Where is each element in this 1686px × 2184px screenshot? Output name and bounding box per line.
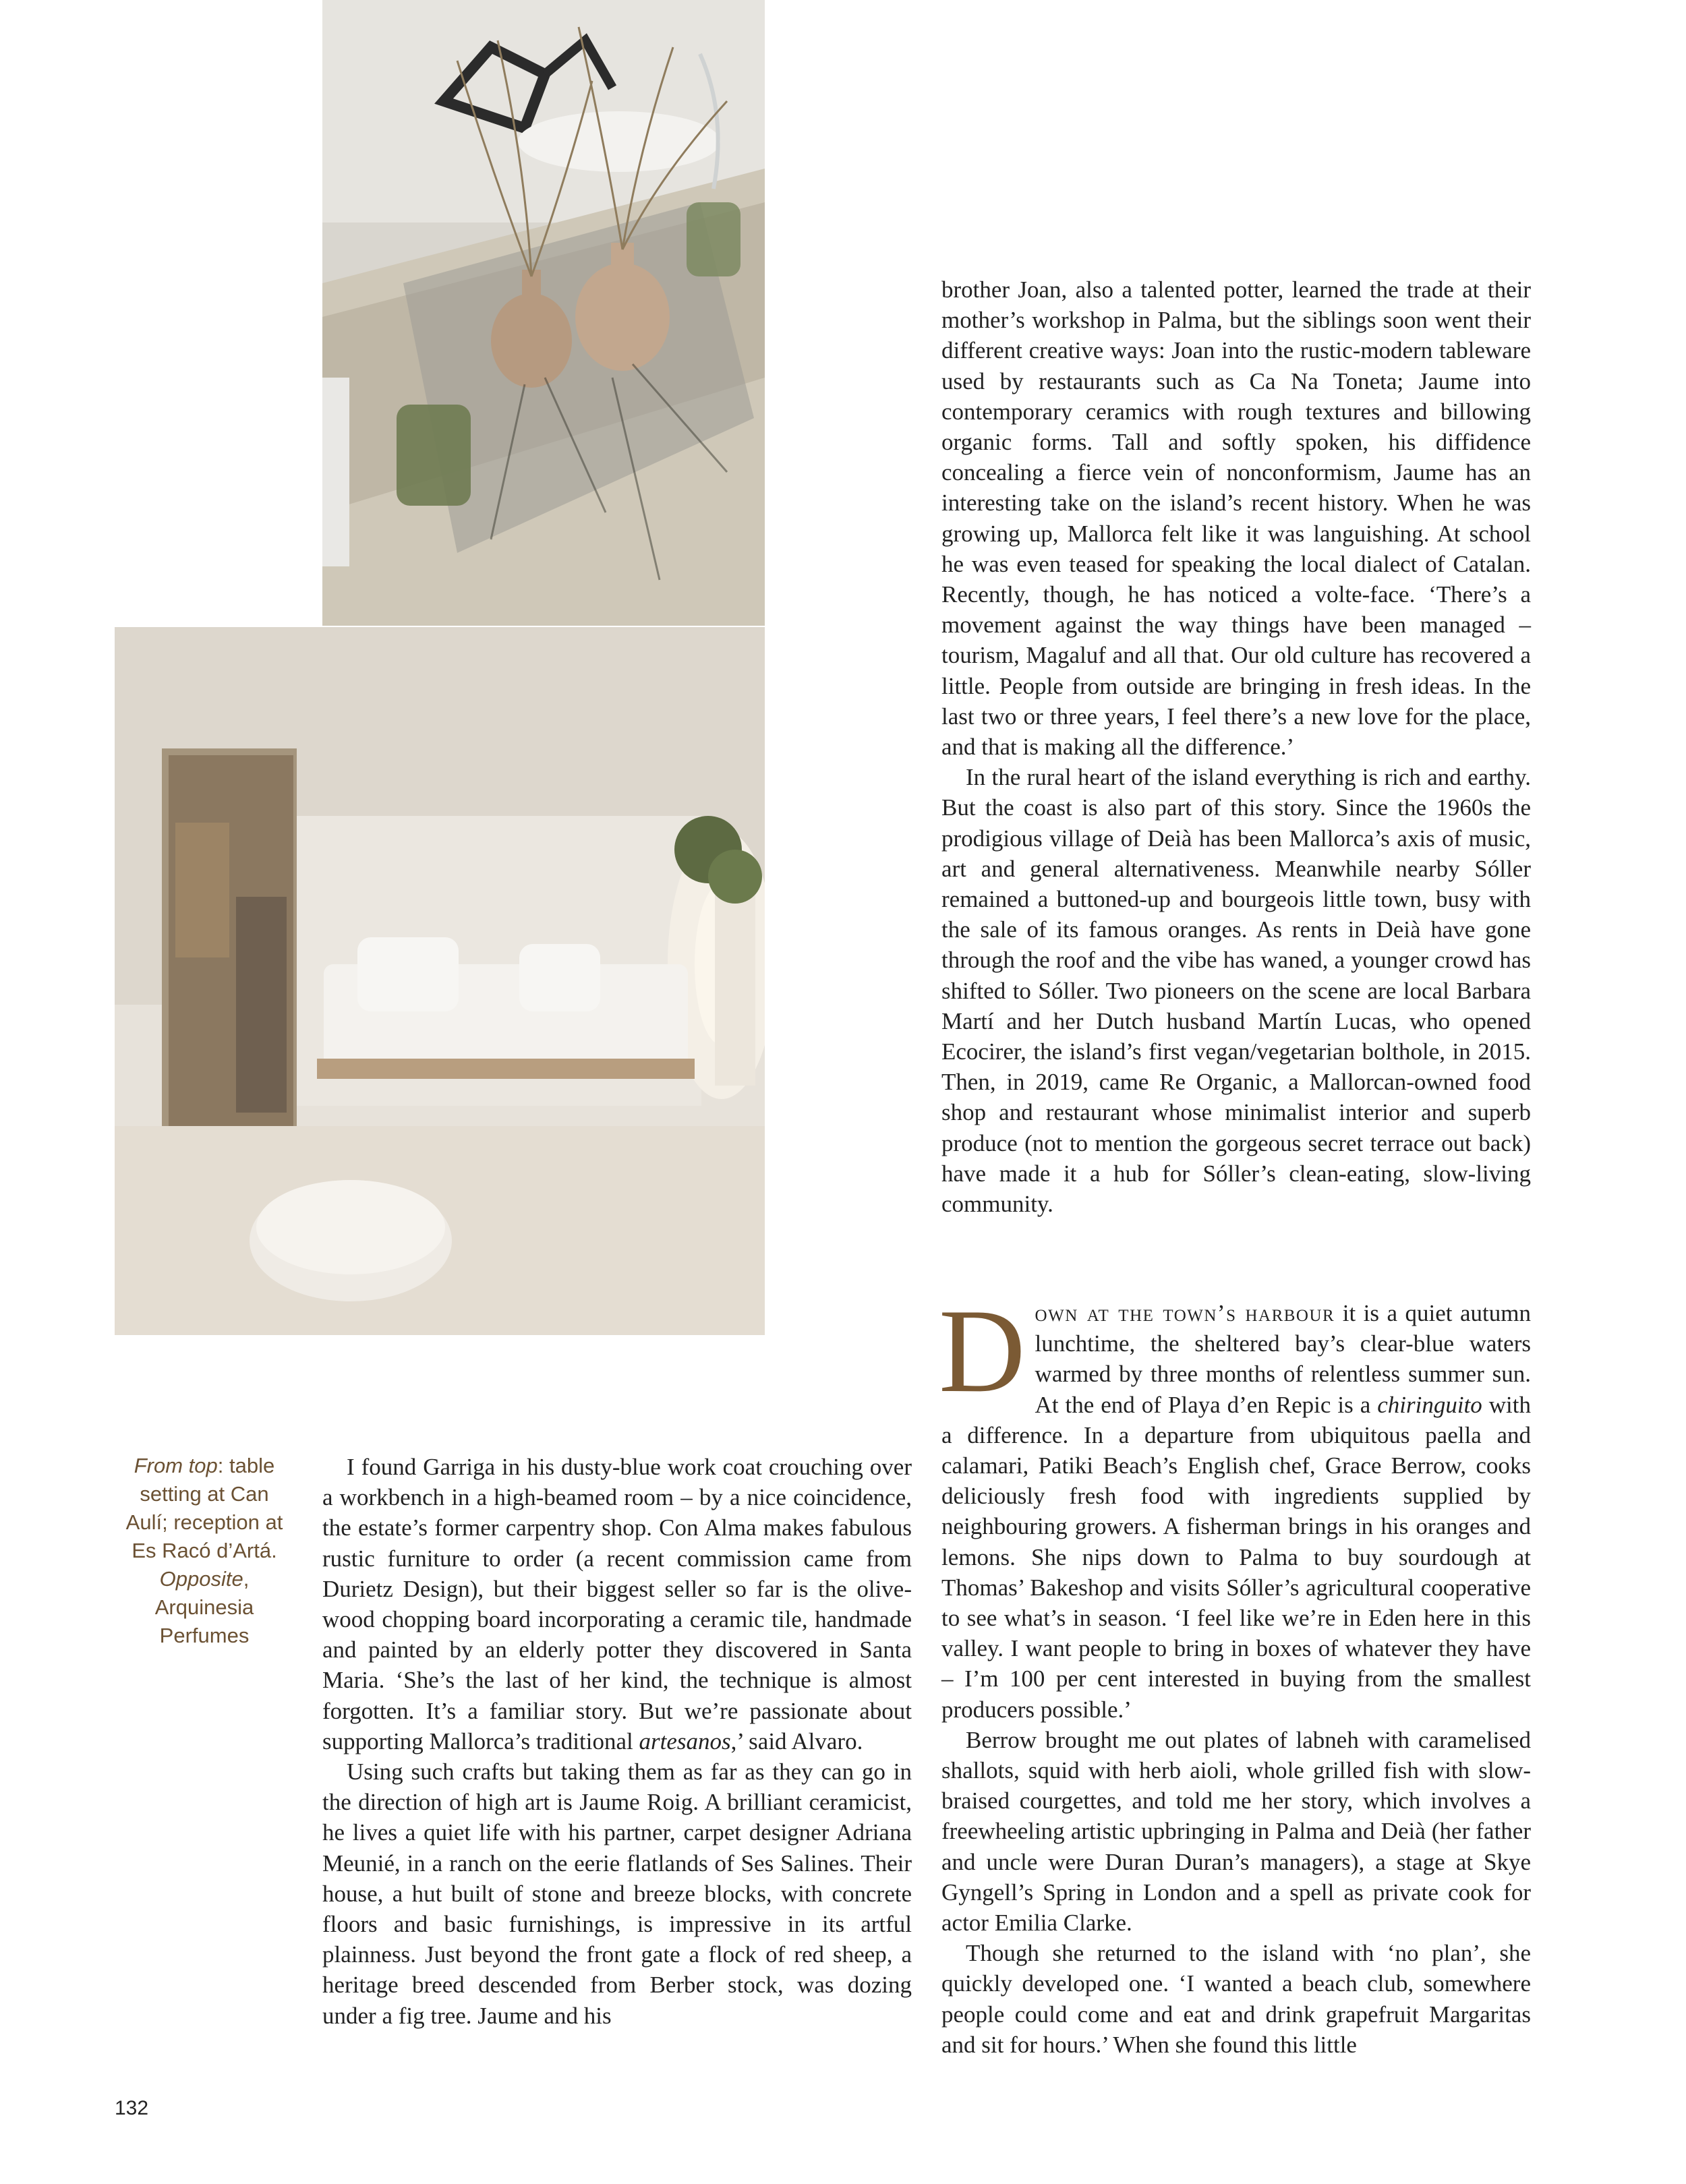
photo-caption [120,1452,289,1650]
paragraph-text: it is a quiet autumn lunchtime, the sheltered bay’s clear-blue waters warmed by three months of relentless summer sun. At the end of Playa d’en Repic is a [1035,1300,1531,1418]
caption-opposite-italic: Opposite [159,1567,243,1591]
caption-opposite-text: , Arquinesia Perfumes [154,1567,254,1647]
page-number: 132 [115,2097,149,2119]
table-setting-image [322,0,765,626]
right-column-bottom [939,1284,1531,2060]
body-paragraph: Berrow brought me out plates of labneh with caramelised shallots, squid with herb aioli, whole grilled fish with slow-braised courgettes, and told me her story, which involves a freewheeling artistic upbringing in Palma and Deià (her father and uncle were Duran Duran’s managers), a stage at Skye Gyngell’s Spring in London and a spell as private cook for actor Emilia Clarke. [941,1726,1531,1937]
italic-term: chiringuito [1377,1391,1482,1418]
paragraph-text: with a difference. In a departure from ubiquitous paella and calamari, Patiki Beach’s English chef, Grace Berrow, cooks deliciously fresh food with ingredients supplied by neighbouring growers. A fisherman brings in his oranges and lemons. She nips down to Palma to buy sourdough at Thomas’ Bakeshop and visits Sóller’s agricultural cooperative to see what’s in season. ‘I feel like we’re in Eden here in this valley. I want people to bring in boxes of whatever they have – I’m 100 per cent interested in buying from the smallest producers possible.’ [941,1391,1531,1723]
reception-room-image [115,627,765,1335]
table-setting-photo [322,0,765,626]
drop-cap: D [939,1284,1026,1417]
caption-lead-text: : table setting at Can Aulí; reception at Es Racó d’Artá. [125,1454,283,1562]
reception-room-photo [115,627,765,1335]
paragraph-text: ,’ said Alvaro. [730,1728,863,1754]
right-column-top [941,274,1531,1219]
body-paragraph [322,1452,912,1757]
body-paragraph: brother Joan, also a talented potter, learned the trade at their mother’s workshop in Palma, but the siblings soon went their different creative ways: Joan into the rustic-modern tableware used by restaurants such as Ca Na Toneta; Jaume into contemporary ceramics with rough textures and billowing organic forms. Tall and softly spoken, his diffidence concealing a fierce vein of nonconformism, Jaume has an interesting take on the island’s recent history. When he was growing up, Mallorca felt like it was languishing. At school he was even teased for speaking the local dialect of Catalan. Recently, though, he has noticed a volte-face. ‘There’s a movement against the way things have been managed – tourism, Magaluf and all that. Our old culture has recovered a little. People from outside are bringing in fresh ideas. In the last two or three years, I feel there’s a new love for the place, and that is making all the difference.’ [941,276,1531,761]
body-paragraph: In the rural heart of the island everything is rich and earthy. But the coast is also part of this story. Since the 1960s the prodigious village of Deià has been Mallorca’s axis of music, art and general alternativeness. Meanwhile nearby Sóller remained a buttoned-up and bourgeois little town, busy with the sale of its famous oranges. As rents in Deià have gone through the roof and the vibe has waned, a younger crowd has shifted to Sóller. Two pioneers on the scene are local Barbara Martí and her Dutch husband Martín Lucas, who opened Ecocirer, the island’s first vegan/vegetarian bolthole, in 2015. Then, in 2019, came Re Organic, a Mallorcan-owned food shop and restaurant whose minimalist interior and superb produce (not to mention the gorgeous secret terrace out back) have made it a hub for Sóller’s clean-eating, slow-living community. [941,764,1531,1218]
body-paragraph: Though she returned to the island with ‘no plan’, she quickly developed one. ‘I wanted a beach club, somewhere people could come and eat and drink grapefruit Margaritas and sit for hours.’ When she found this little [941,1940,1531,2058]
section-opening-paragraph [939,1284,1531,1725]
middle-column [322,1452,912,2031]
body-paragraph: Using such crafts but taking them as far as they can go in the direction of high art is Jaume Roig. A brilliant ceramicist, he lives a quiet life with his partner, carpet designer Adriana Meunié, in a ranch on the eerie flatlands of Ses Salines. Their house, a hut built of stone and breeze blocks, with concrete floors and basic furnishings, is impressive in its artful plainness. Just beyond the front gate a flock of red sheep, a heritage breed descended from Berber stock, was dozing under a fig tree. Jaume and his [322,1759,912,2029]
paragraph-text: I found Garriga in his dusty-blue work coat crouching over a workbench in a high-beamed room – by a nice coincidence, the estate’s former carpentry shop. Con Alma makes fabulous rustic furniture to order (a recent commission came from Durietz Design), but their biggest seller so far is the olive-wood chopping board incorporating a ceramic tile, handmade and painted by an elderly potter they discovered in Santa Maria. ‘She’s the last of her kind, the technique is almost forgotten. It’s a familiar story. But we’re passionate about supporting Mallorca’s traditional [322,1454,912,1754]
small-caps-lead: own at the town’s harbour [1035,1300,1335,1326]
caption-lead-italic: From top [134,1454,218,1477]
italic-term: artesanos [639,1728,731,1754]
